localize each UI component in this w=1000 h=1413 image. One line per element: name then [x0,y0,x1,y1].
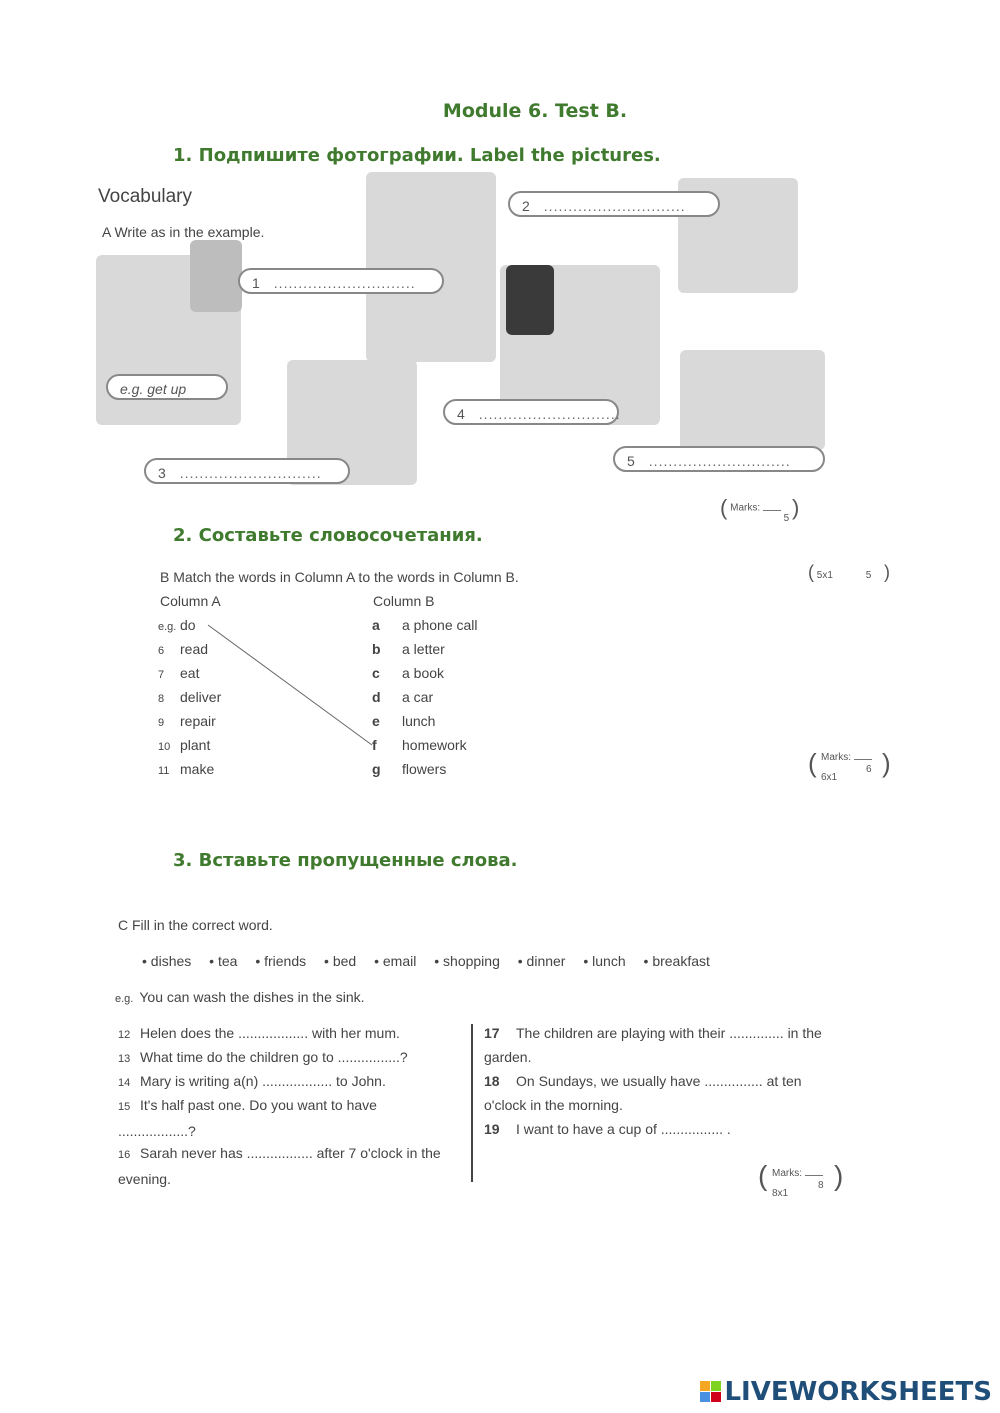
column-a-title: Column A [160,593,221,609]
blank-4-number: 4 [457,406,465,422]
col-b-word: lunch [402,713,436,729]
liveworksheets-brand: LIVEWORKSHEETS [724,1377,992,1407]
sentence-text: What time do the children go to ................? [140,1049,408,1065]
section-1-heading: 1. Подпишите фотографии. Label the pictures. [173,145,661,166]
section-2-heading: 2. Составьте словосочетания. [173,525,483,546]
col-a-num: 7 [158,669,165,681]
section-2-instruction: B Match the words in Column A to the words in Column B. [160,569,519,585]
sentence-text: Mary is writing a(n) .................. to John. [140,1073,386,1089]
word-bank-item: tea [217,953,238,969]
col-b-letter: g [372,761,381,777]
word-bank-item: bed [332,953,357,969]
col-b-letter: c [372,665,380,681]
col-a-word: plant [180,737,211,753]
word-bank-item: email [382,953,417,969]
col-b-letter: a [372,617,380,633]
sentence-text: The children are playing with their .............. in the garden. [484,1025,822,1065]
blank-5-number: 5 [627,453,635,469]
word-bank-item: friends [264,953,307,969]
word-bank-item: dinner [526,953,566,969]
col-b-word: a car [402,689,434,705]
col-a-word: eat [180,665,200,681]
marks-box-1: ( Marks: 5 ) [720,495,800,524]
col-b-letter: f [372,737,377,753]
col-a-word: read [180,641,209,657]
example-prefix: e.g. [115,993,134,1005]
blank-4-dots: ............................. [478,406,621,422]
sentence-14 [118,1069,458,1095]
col-a-word: do [180,617,196,633]
blank-2-dots: ............................. [543,198,686,214]
marks-2-calc: 6x1 [821,772,838,783]
col-b-word: flowers [402,761,447,777]
marks-1-total: 5 [783,512,790,524]
sentence-18 [484,1069,844,1117]
sentence-text: On Sundays, we usually have ............... at ten o'clock in the morning. [484,1073,802,1113]
sentence-13 [118,1045,458,1071]
page-title: Module 6. Test B. [442,100,628,122]
marks-1-calc: 5x1 [816,570,833,581]
sentence-16 [118,1141,458,1191]
marks-2-total: 6 [866,764,872,775]
sentence-text: It's half past one. Do you want to have ..................? [118,1097,377,1139]
example-sentence [115,989,365,1005]
example-label: e.g. get up [106,374,228,400]
sentence-num: 15 [118,1101,131,1113]
col-b-letter: d [372,689,381,705]
col-b-word: a phone call [402,617,478,633]
col-a-num: 10 [158,741,171,753]
sentence-15 [118,1093,458,1143]
section-3-instruction: C Fill in the correct word. [118,917,273,933]
col-b-word: a book [402,665,445,681]
example-text: You can wash the dishes in the sink. [139,989,365,1005]
blank-5-dots: ............................. [648,453,791,469]
blank-1-number: 1 [252,275,260,291]
col-a-num: 11 [158,765,170,777]
sentence-19 [484,1117,844,1141]
sentence-num: 16 [118,1149,131,1161]
sentence-12 [118,1021,458,1047]
col-b-letter: e [372,713,380,729]
sentence-text: Helen does the .................. with her mum. [140,1025,400,1041]
word-bank-item: lunch [592,953,626,969]
section-1-instruction: A Write as in the example. [102,224,265,240]
marks-calc-1: ( 5x1 5 ) [808,562,891,582]
word-bank-item: dishes [150,953,192,969]
col-a-word: repair [180,713,216,729]
sentence-num: 14 [118,1077,131,1089]
word-bank-item: shopping [443,953,500,969]
col-a-num: e.g. [158,621,177,633]
marks-3-label: Marks: [772,1168,802,1179]
col-b-word: a letter [402,641,445,657]
marks-3-calc: 8x1 [772,1188,789,1199]
word-bank-item: breakfast [652,953,710,969]
blank-1-dots: ............................. [273,275,416,291]
col-a-num: 8 [158,693,165,705]
sentence-num: 12 [118,1029,131,1041]
col-b-word: homework [402,737,467,753]
col-a-word: deliver [180,689,222,705]
marks-3-total: 8 [818,1180,824,1191]
sentence-num: 19 [484,1121,500,1137]
sentence-num: 13 [118,1053,131,1065]
blank-3-number: 3 [158,465,166,481]
liveworksheets-logo-icon [700,1381,722,1403]
col-a-num: 9 [158,717,165,729]
column-divider [471,1024,473,1182]
sentence-text: Sarah never has ................. after 7 o'clock in the evening. [118,1145,441,1187]
vocabulary-title: Vocabulary [98,186,193,207]
section-3-heading: 3. Вставьте пропущенные слова. [173,850,518,871]
blank-3-dots: ............................. [179,465,322,481]
marks-2-label: Marks: [821,752,851,763]
col-a-word: make [180,761,215,777]
column-b-title: Column B [373,593,435,609]
blank-2-number: 2 [522,198,530,214]
liveworksheets-logo[interactable] [700,1377,992,1407]
marks-1-label: Marks: [730,502,761,514]
sentence-17 [484,1021,844,1069]
sentence-text: I want to have a cup of ................ . [516,1121,731,1137]
col-a-num: 6 [158,645,165,657]
sentence-num: 17 [484,1025,500,1041]
sentence-num: 18 [484,1073,500,1089]
col-b-letter: b [372,641,381,657]
word-bank: • dishes • tea • friends • bed • email • shopping • dinner • lunch • breakfast [142,953,710,969]
